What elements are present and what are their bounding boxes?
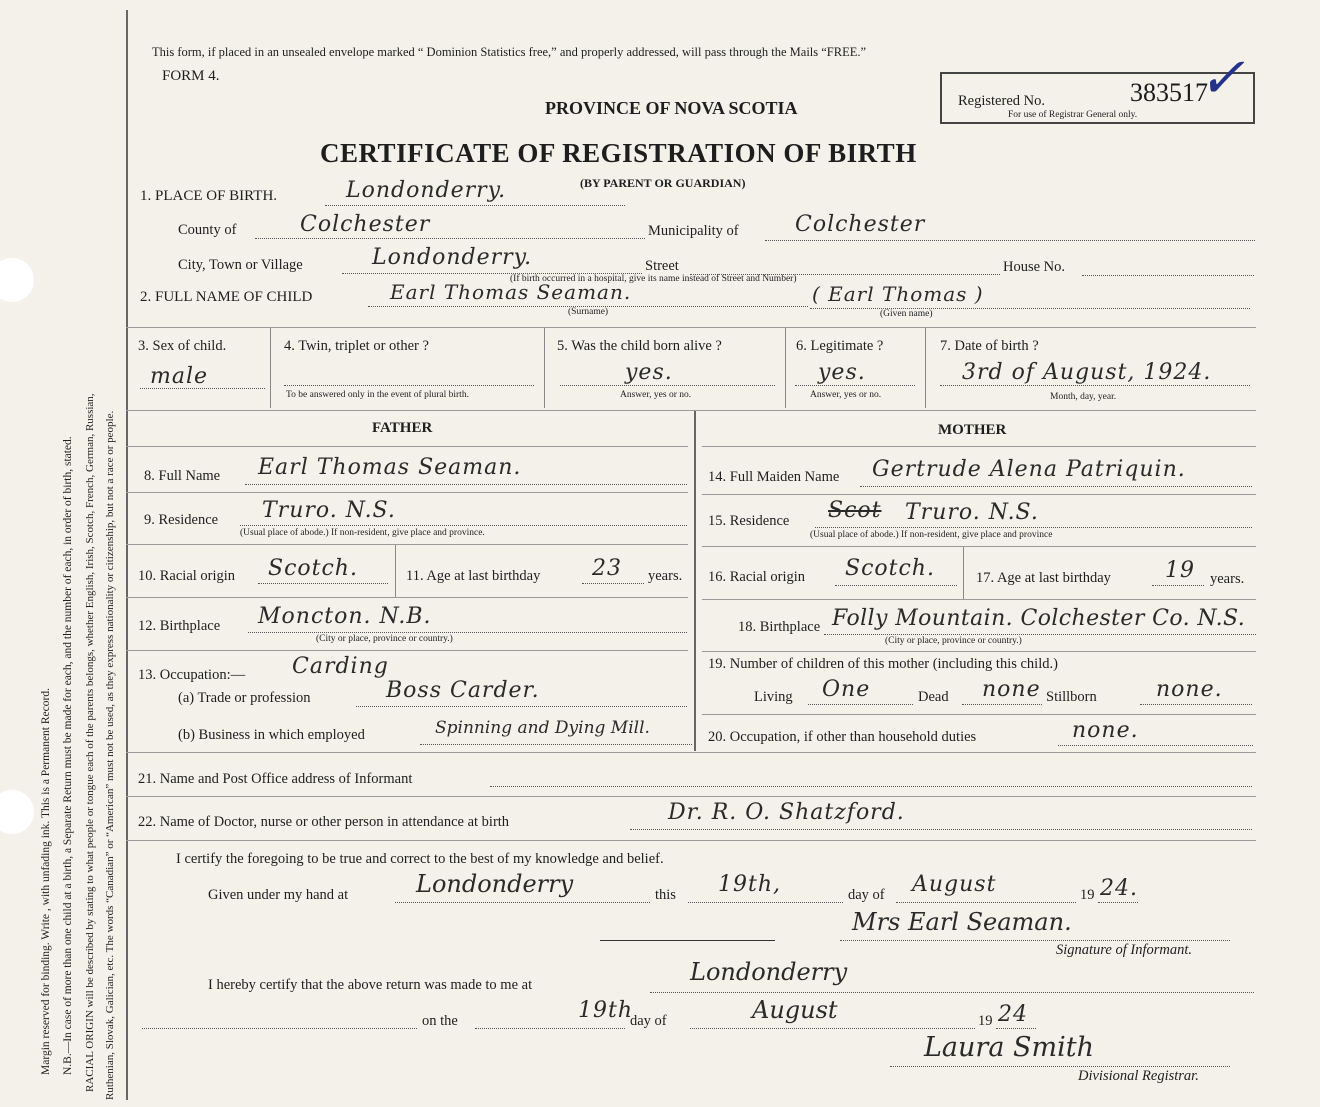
father-years-label: years. [648, 568, 683, 584]
given-label: Given under my hand at [208, 887, 349, 903]
given-place-value: Londonderry [416, 870, 574, 898]
mother-name-value: Gertrude Alena Patriquin. [872, 457, 1186, 482]
rule-mother-15 [702, 546, 1256, 547]
mother-res-label: 15. Residence [708, 513, 790, 529]
father-race-value: Scotch. [268, 556, 358, 581]
mother-res-value: Truro. N.S. [905, 500, 1039, 525]
mother-race-value: Scotch. [845, 556, 935, 581]
given-place-line [395, 902, 650, 903]
child-name-label: 2. FULL NAME OF CHILD [140, 289, 313, 305]
registrar-day-value: 19th [578, 998, 634, 1023]
father-age-value: 23 [592, 556, 622, 581]
registrar-year-prefix: 19 [978, 1013, 993, 1029]
mother-occ-value: none. [1072, 718, 1139, 743]
dob-line [940, 385, 1250, 386]
municipality-line [765, 240, 1255, 241]
divider-16-17 [963, 547, 964, 599]
sex-label: 3. Sex of child. [138, 338, 227, 354]
registrar-statement: I hereby certify that the above return was made to me at [208, 977, 533, 993]
registrar-year-line [996, 1028, 1036, 1029]
registered-number: 383517 [1130, 78, 1208, 107]
father-birthplace-label: 12. Birthplace [138, 618, 221, 634]
county-line [255, 238, 645, 239]
mother-birthplace-line [824, 634, 1256, 635]
twin-label: 4. Twin, triplet or other ? [284, 338, 429, 354]
father-occ-value: Carding [292, 654, 389, 679]
hospital-note: (If birth occurred in a hospital, give its name instead of Street and Number) [510, 274, 797, 284]
mother-birthplace-value: Folly Mountain. Colchester Co. N.S. [832, 606, 1246, 631]
municipality-value: Colchester [795, 212, 926, 237]
form-number: FORM 4. [162, 68, 220, 84]
rule-4 [126, 796, 1256, 797]
father-res-caption: (Usual place of abode.) If non-resident, give place and province. [240, 528, 485, 538]
margin-note-2: N.B.—In case of more than one child at a birth, a Separate Return must be made for each, and the number of each, in order of birth, stated. [62, 436, 74, 1075]
divider-5-6 [785, 328, 786, 408]
rule-mother-18 [702, 651, 1256, 652]
mother-birthplace-caption: (City or place, province or country.) [885, 636, 1022, 646]
registrar-month-line [690, 1028, 975, 1029]
rule-father-12 [126, 650, 688, 651]
father-race-line [258, 583, 388, 584]
place-of-birth-label: 1. PLACE OF BIRTH. [140, 188, 278, 204]
doctor-line [630, 829, 1252, 830]
alive-label: 5. Was the child born alive ? [557, 338, 722, 354]
given-caption: (Given name) [880, 309, 933, 319]
certify-month-line [896, 902, 1076, 903]
registrar-year-value: 24 [998, 1002, 1028, 1027]
father-trade-label: (a) Trade or profession [178, 690, 311, 706]
registrar-place-line [650, 992, 1254, 993]
stillborn-value: none. [1156, 677, 1223, 702]
alive-line [560, 385, 775, 386]
day-of-label: day of [848, 887, 885, 903]
mother-res-caption: (Usual place of abode.) If non-resident, give place and province [810, 530, 1053, 540]
registrar-day-line [475, 1028, 625, 1029]
father-res-label: 9. Residence [144, 512, 219, 528]
informant-signature: Mrs Earl Seaman. [852, 908, 1072, 936]
parents-divider [694, 411, 696, 751]
certify-day-line [688, 902, 843, 903]
city-label: City, Town or Village [178, 257, 303, 273]
father-age-label: 11. Age at last birthday [406, 568, 541, 584]
short-rule [600, 940, 775, 941]
sex-value: male [150, 364, 209, 389]
doctor-value: Dr. R. O. Shatzford. [668, 800, 905, 825]
father-business-label: (b) Business in which employed [178, 727, 365, 743]
registrar-signature-line [890, 1066, 1230, 1067]
mother-heading: MOTHER [938, 422, 1007, 438]
certify-year-prefix: 19 [1080, 887, 1095, 903]
rule-3 [126, 752, 1256, 753]
mother-race-line [835, 585, 957, 586]
dob-label: 7. Date of birth ? [940, 338, 1039, 354]
place-of-birth-value: Londonderry. [346, 178, 507, 203]
living-value: One [822, 677, 871, 702]
mother-years-label: years. [1210, 571, 1245, 587]
legit-label: 6. Legitimate ? [796, 338, 884, 354]
legit-value: yes. [818, 360, 866, 385]
rule-2 [126, 410, 1256, 411]
father-occ-label: 13. Occupation:— [138, 667, 246, 683]
mother-name-label: 14. Full Maiden Name [708, 469, 840, 485]
mother-age-value: 19 [1165, 558, 1195, 583]
father-trade-line [356, 706, 687, 707]
house-label: House No. [1003, 259, 1066, 275]
father-birthplace-value: Moncton. N.B. [258, 604, 432, 629]
sex-line [140, 388, 265, 389]
legit-line [795, 385, 915, 386]
twin-line [284, 385, 534, 386]
surname-caption: (Surname) [568, 307, 609, 317]
father-heading-rule [126, 446, 688, 447]
mother-heading-rule [702, 446, 1256, 447]
father-name-label: 8. Full Name [144, 468, 221, 484]
rule-1 [126, 327, 1256, 328]
living-label: Living [754, 689, 793, 705]
father-name-value: Earl Thomas Seaman. [258, 455, 522, 480]
alive-value: yes. [625, 360, 673, 385]
certificate-subtitle: (BY PARENT OR GUARDIAN) [580, 176, 746, 190]
rule-father-10 [126, 597, 688, 598]
living-line [808, 704, 913, 705]
province-heading: PROVINCE OF NOVA SCOTIA [545, 98, 798, 118]
father-age-line [582, 583, 644, 584]
margin-note-1: Margin reserved for binding. Write , with unfading ink. This is a Permanent Record. [40, 688, 52, 1075]
mother-birthplace-label: 18. Birthplace [738, 619, 821, 635]
on-the-label: on the [422, 1013, 458, 1029]
check-mark-icon: ✓ [1198, 48, 1245, 110]
legit-caption: Answer, yes or no. [810, 390, 882, 400]
certify-year-line [1098, 902, 1138, 903]
father-name-line [245, 484, 687, 485]
father-business-line [420, 744, 692, 745]
mail-notice: This form, if placed in an unsealed envelope marked “ Dominion Statistics free,” and properly addressed, will pass through the Mails “FREE.” [152, 45, 867, 59]
father-res-line [240, 525, 687, 526]
registered-label: Registered No. [958, 93, 1045, 109]
rule-mother-19 [702, 714, 1256, 715]
certificate-title: CERTIFICATE OF REGISTRATION OF BIRTH [320, 138, 917, 168]
mother-age-line [1152, 585, 1204, 586]
informant-signature-line [840, 940, 1230, 941]
rule-mother-14 [702, 494, 1256, 495]
doctor-label: 22. Name of Doctor, nurse or other person in attendance at birth [138, 814, 510, 830]
divider-4-5 [544, 328, 545, 408]
stillborn-label: Stillborn [1046, 689, 1097, 705]
divider-3-4 [270, 328, 271, 408]
house-line [1082, 275, 1254, 276]
father-race-label: 10. Racial origin [138, 568, 236, 584]
municipality-label: Municipality of [648, 223, 739, 239]
divider-10-11 [395, 545, 396, 597]
child-given-value: ( Earl Thomas ) [812, 282, 984, 306]
dead-value: none [982, 677, 1041, 702]
registrar-note: For use of Registrar General only. [1008, 110, 1138, 120]
city-value: Londonderry. [372, 245, 533, 270]
mother-name-line [860, 486, 1252, 487]
margin-note-3: RACIAL ORIGIN will be described by stating to what people or tongue each of the parents belongs, whether English, Irish, Scotch, French, German, Russian, [84, 393, 96, 1092]
child-given-line [810, 308, 1250, 309]
alive-caption: Answer, yes or no. [620, 390, 692, 400]
binding-hole-bottom [0, 790, 34, 834]
dead-label: Dead [918, 689, 949, 705]
registrar-place-value: Londonderry [690, 958, 848, 986]
registrar-month-value: August [752, 996, 838, 1024]
mother-age-label: 17. Age at last birthday [976, 570, 1111, 586]
mother-occ-label: 20. Occupation, if other than household duties [708, 729, 977, 745]
informant-line [490, 786, 1252, 787]
mother-res-struck: Scot [828, 498, 882, 523]
father-birthplace-line [248, 632, 687, 633]
this-label: this [655, 887, 676, 903]
registrar-caption: Divisional Registrar. [1078, 1068, 1199, 1084]
father-res-value: Truro. N.S. [262, 498, 396, 523]
rule-mother-16 [702, 599, 1256, 600]
rule-father-8 [126, 492, 688, 493]
certify-day-value: 19th, [718, 872, 781, 897]
father-birthplace-caption: (City or place, province or country.) [316, 634, 453, 644]
margin-note-4: Ruthenian, Slovak, Galician, etc. The words “Canadian” or “American” must not be used, as they express nationality or citizenship, but not a race or people. [104, 410, 116, 1100]
mother-children-label: 19. Number of children of this mother (including this child.) [708, 656, 1058, 672]
child-surname-value: Earl Thomas Seaman. [390, 280, 632, 304]
place-of-birth-line [325, 205, 625, 206]
registrar-day-of-label: day of [630, 1013, 667, 1029]
binding-hole-top [0, 258, 34, 302]
certify-statement: I certify the foregoing to be true and correct to the best of my knowledge and belief. [176, 851, 664, 867]
county-label: County of [178, 222, 237, 238]
rule-5 [126, 840, 1256, 841]
stillborn-line [1140, 704, 1252, 705]
mother-res-line [815, 527, 1252, 528]
county-value: Colchester [300, 212, 431, 237]
divider-6-7 [925, 328, 926, 408]
father-business-value: Spinning and Dying Mill. [435, 718, 650, 738]
dead-line [962, 704, 1042, 705]
informant-signature-caption: Signature of Informant. [1056, 942, 1193, 958]
dob-value: 3rd of August, 1924. [962, 360, 1212, 385]
mother-occ-line [1058, 745, 1253, 746]
certify-year-value: 24. [1100, 876, 1138, 901]
dob-caption: Month, day, year. [1050, 392, 1117, 402]
form-left-border [126, 10, 128, 1100]
father-trade-value: Boss Carder. [386, 678, 540, 703]
rule-father-9 [126, 544, 688, 545]
informant-label: 21. Name and Post Office address of Informant [138, 771, 413, 787]
registrar-signature: Laura Smith [924, 1032, 1094, 1063]
twin-note: To be answered only in the event of plural birth. [286, 390, 469, 400]
father-heading: FATHER [372, 420, 433, 436]
mother-race-label: 16. Racial origin [708, 569, 806, 585]
street-label: Street [645, 258, 679, 274]
registrar-lead-line [142, 1028, 417, 1029]
certify-month-value: August [912, 872, 997, 897]
